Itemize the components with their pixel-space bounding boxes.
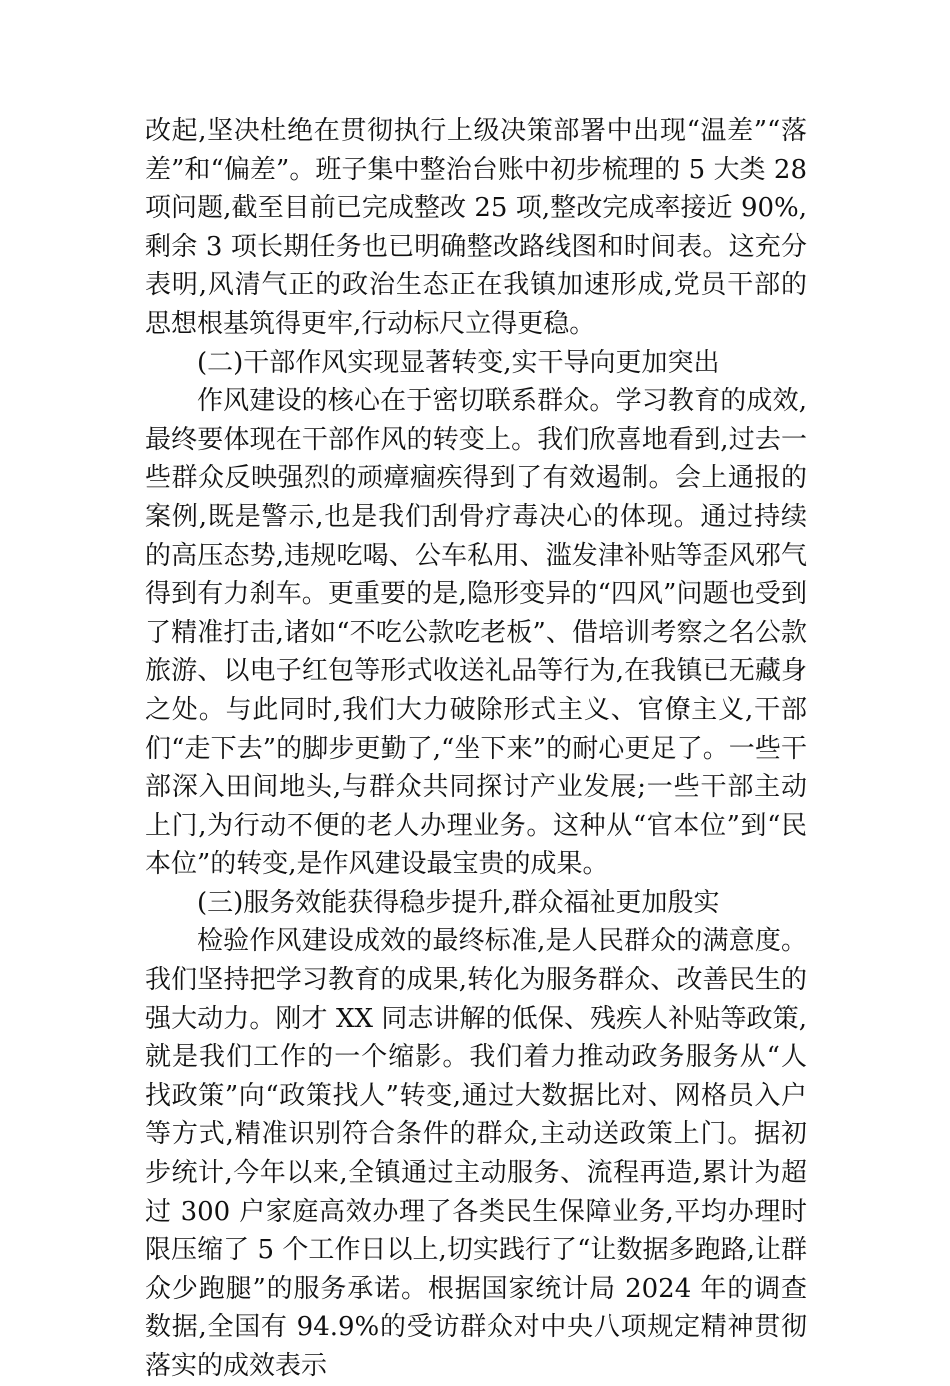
section-heading-service-efficiency: (三)服务效能获得稳步提升,群众福祉更加殷实 bbox=[197, 887, 720, 918]
section-heading-cadre-style: (二)干部作风实现显著转变,实干导向更加突出 bbox=[197, 347, 720, 378]
document-page bbox=[145, 112, 807, 1386]
paragraph-cadre-style: 作风建设的核心在于密切联系群众。学习教育的成效,最终要体现在干部作风的转变上。我们欣喜地看到,过去一些群众反映强烈的顽瘴痼疾得到了有效遏制。会上通报的案例,既是警示,也是我们刮骨疗毒决心的体现。通过持续的高压态势,违规吃喝、公车私用、滥发津补贴等歪风邪气得到有力刹车。更重要的是,隐形变异的“四风”问题也受到了精准打击,诸如“不吃公款吃老板”、借培训考察之名公款旅游、以电子红包等形式收送礼品等行为,在我镇已无藏身之处。与此同时,我们大力破除形式主义、官僚主义,干部们“走下去”的脚步更勤了,“坐下来”的耐心更足了。一些干部深入田间地头,与群众共同探讨产业发展;一些干部主动上门,为行动不便的老人办理业务。这种从“官本位”到“民本位”的转变,是作风建设最宝贵的成果。 bbox=[145, 386, 807, 880]
paragraph-rectification-progress: 改起,坚决杜绝在贯彻执行上级决策部署中出现“温差”“落差”和“偏差”。班子集中整治台账中初步梳理的 5 大类 28 项问题,截至目前已完成整改 25 项,整改完成率接近 90%,剩余 3 项长期任务也已明确整改路线图和时间表。这充分表明,风清气正的政治生态正在我镇加速形成,党员干部的思想根基筑得更牢,行动标尺立得更稳。 bbox=[145, 116, 807, 339]
paragraph-service-efficiency: 检验作风建设成效的最终标准,是人民群众的满意度。我们坚持把学习教育的成果,转化为服务群众、改善民生的强大动力。刚才 XX 同志讲解的低保、残疾人补贴等政策,就是我们工作的一个缩影。我们着力推动政务服务从“人找政策”向“政策找人”转变,通过大数据比对、网格员入户等方式,精准识别符合条件的群众,主动送政策上门。据初步统计,今年以来,全镇通过主动服务、流程再造,累计为超过 300 户家庭高效办理了各类民生保障业务,平均办理时限压缩了 5 个工作日以上,切实践行了“让数据多跑路,让群众少跑腿”的服务承诺。根据国家统计局 2024 年的调查数据,全国有 94.9%的受访群众对中央八项规定精神贯彻落实的成效表示 bbox=[145, 926, 807, 1381]
